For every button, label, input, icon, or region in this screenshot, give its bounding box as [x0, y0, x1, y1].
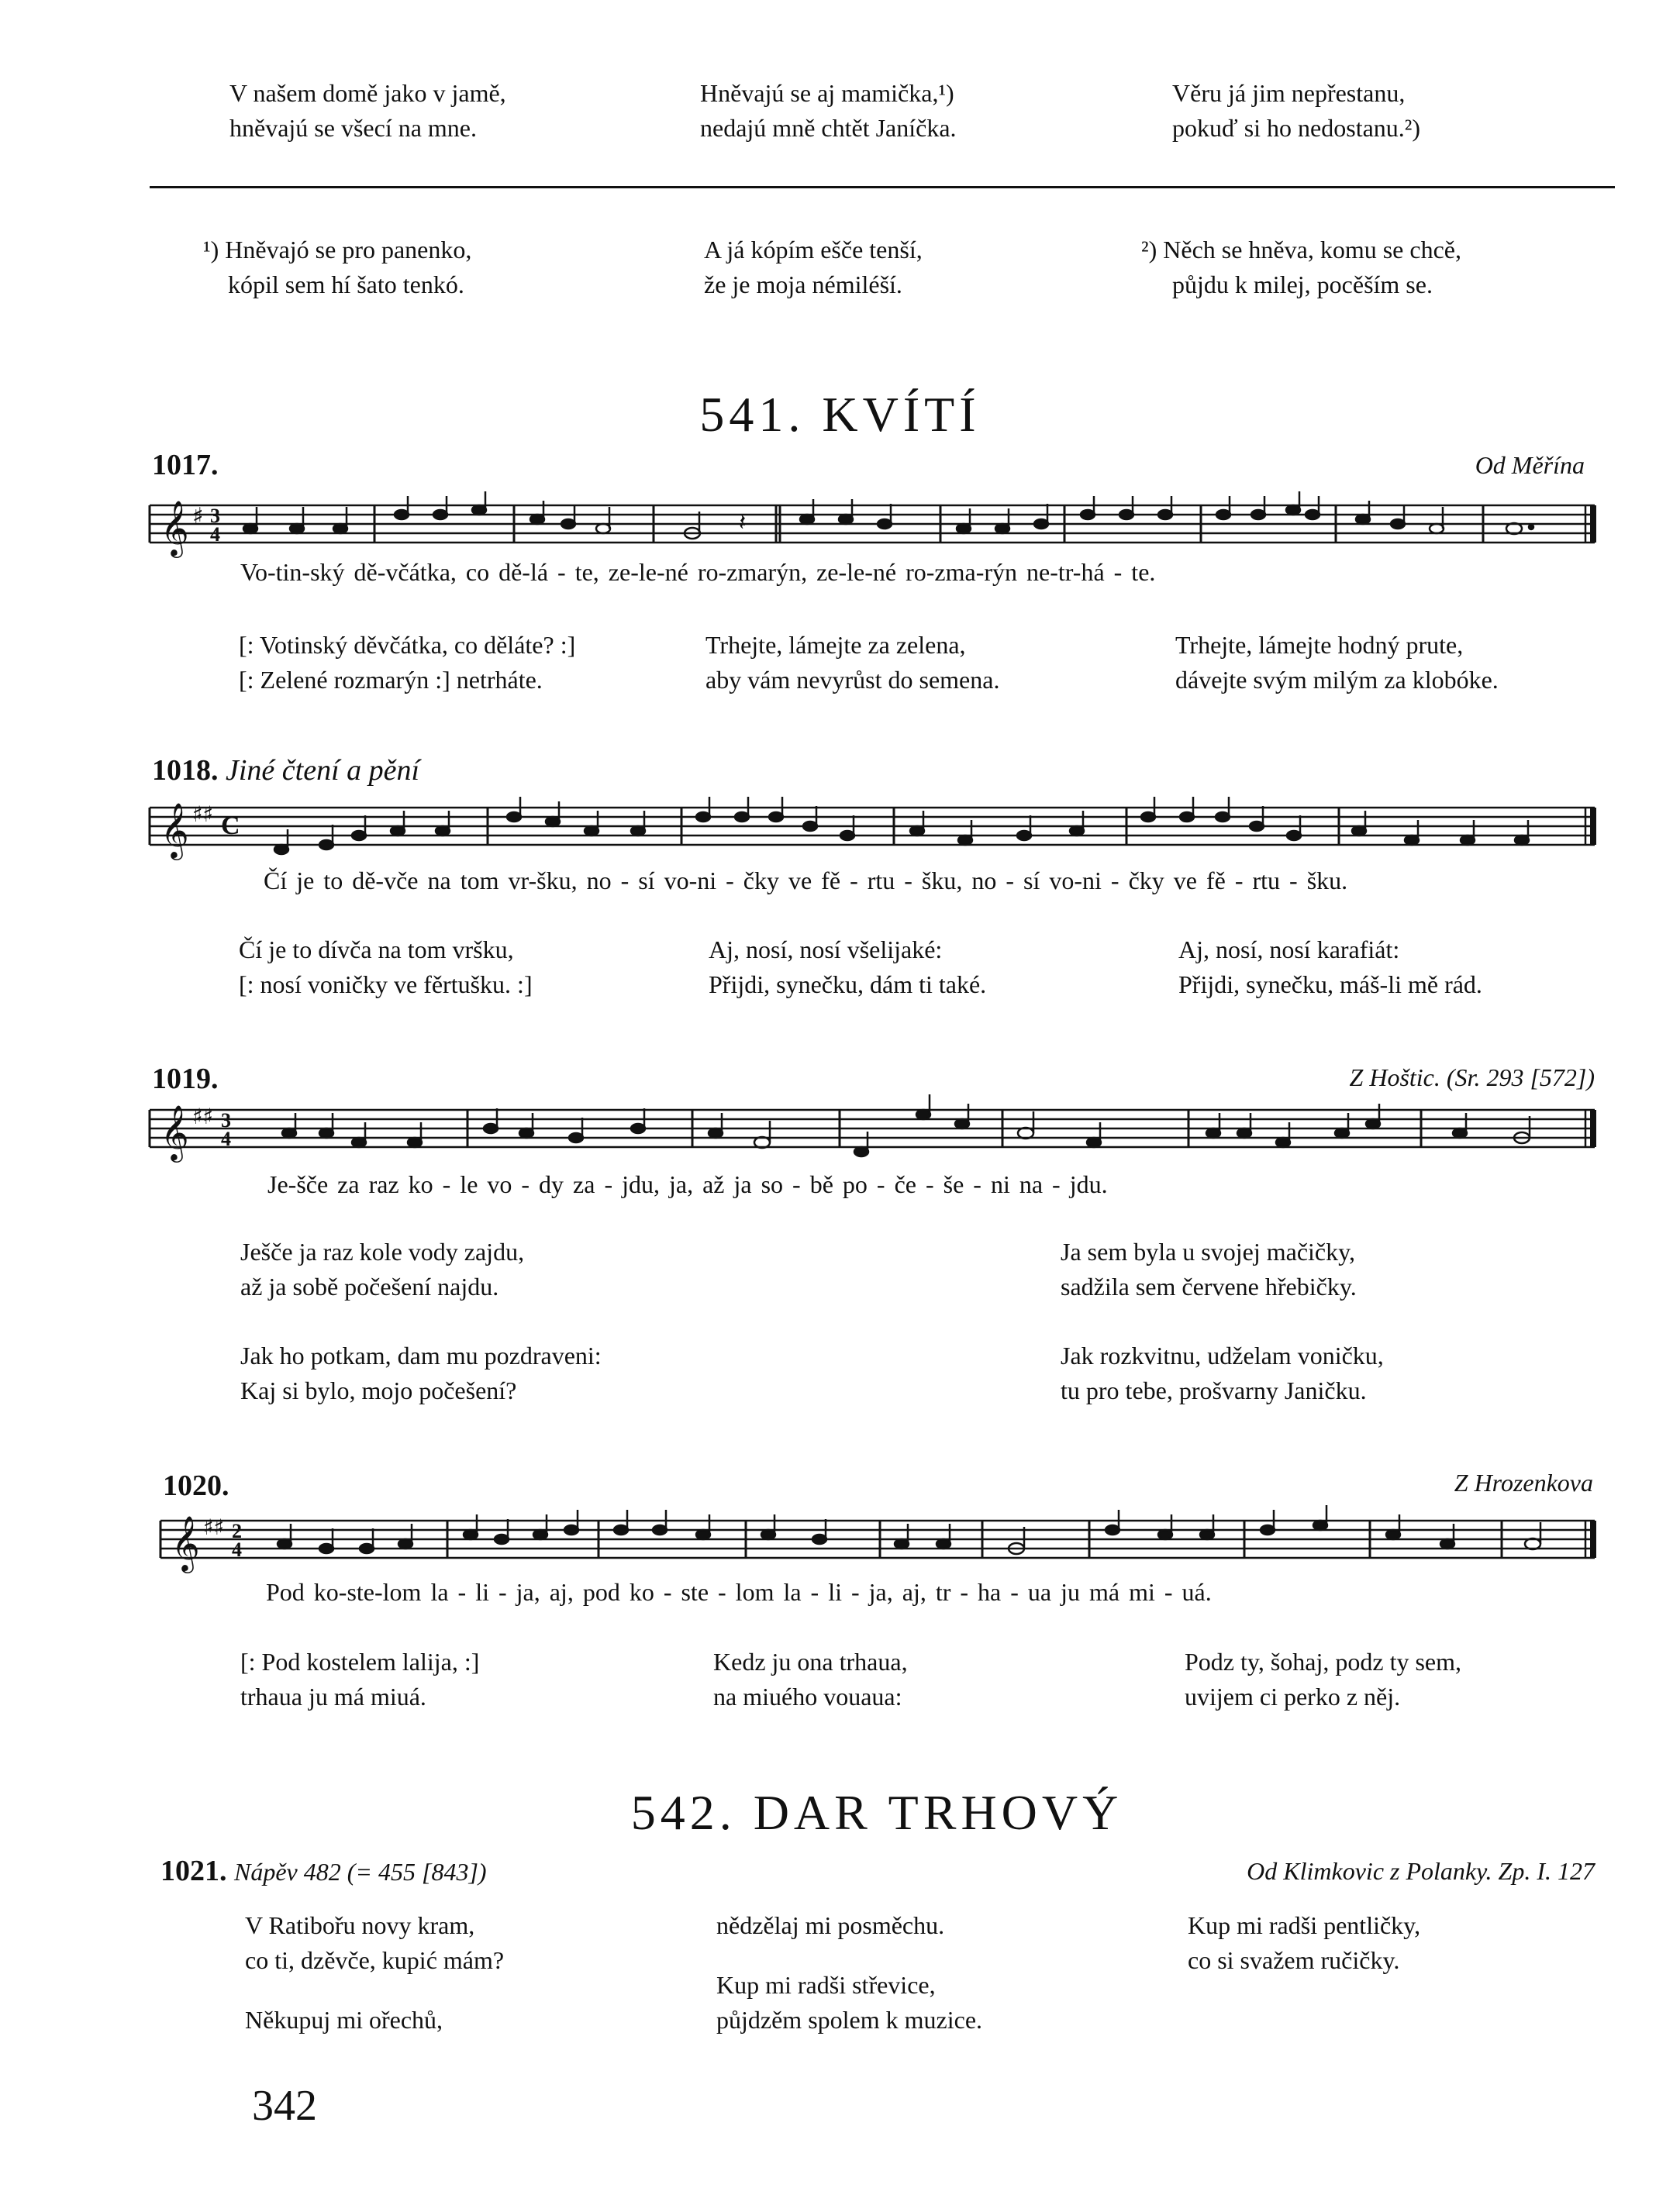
verse-line: dávejte svým milým za klobóke.: [1175, 666, 1499, 694]
verse-line: [: nosí voničky ve fěrtušku. :]: [239, 970, 533, 998]
treble-clef-icon: 𝄞: [160, 1104, 189, 1160]
verse-line: Aj, nosí, nosí všelijaké:: [709, 935, 943, 963]
verse-line: ²) Něch se hněva, komu se chcě,: [1141, 236, 1461, 264]
verse-1021-col-3: [1188, 1908, 1420, 1978]
verse-1020-3: [1185, 1645, 1461, 1714]
verse-line: V našem domě jako v jamě,: [229, 79, 506, 107]
verse-line: co ti, dzěvče, kupić mám?: [245, 1946, 505, 1974]
verse-line: [: Pod kostelem lalija, :]: [240, 1648, 480, 1676]
verse-1021-col-1: [245, 1908, 504, 2038]
sharp-icon: ♯♯: [192, 1104, 214, 1129]
verse-1019-4: [1061, 1339, 1384, 1408]
verse-line: sadžila sem červene hřebičky.: [1061, 1273, 1357, 1301]
svg-text:4: 4: [232, 1538, 242, 1561]
verse-line: Čí je to dívča na tom vršku,: [239, 935, 514, 963]
verse-line: Podz ty, šohaj, podz ty sem,: [1185, 1648, 1461, 1676]
verse-line: nědzělaj mi posměchu.: [716, 1911, 945, 1939]
verse-line: co si svažem ručičky.: [1188, 1946, 1400, 1974]
verse-line: [: Zelené rozmarýn :] netrháte.: [239, 666, 543, 694]
verse-line: že je moja némiléší.: [704, 270, 902, 298]
verse-line: uvijem ci perko z něj.: [1185, 1683, 1401, 1711]
song-number-1019: 1019.: [152, 1063, 219, 1095]
time-signature-icon: 3: [210, 505, 220, 527]
verse-line: pokuď si ho nedostanu.²): [1172, 114, 1421, 142]
verse-line: půjdzěm spolem k muzice.: [716, 2006, 983, 2034]
music-staff-1019: [150, 1101, 1599, 1163]
footnote-1: [203, 233, 471, 302]
sharp-icon: ♯: [192, 503, 204, 530]
song-source-1019: Z Hoštic. (Sr. 293 [572]): [1349, 1063, 1595, 1091]
footnote-2: [704, 233, 923, 302]
verse-line: hněvajú se všecí na mne.: [229, 114, 477, 142]
music-staff-1018: [150, 798, 1599, 860]
staff-lines: [150, 505, 1595, 543]
verse-1017-3: [1175, 628, 1499, 698]
verse-line: Kup mi radši střevice,: [716, 1971, 936, 1999]
verse-1018-3: [1178, 932, 1482, 1002]
verse-line: A já kópím ešče tenší,: [704, 236, 923, 264]
section-title-542: 542. DAR TRHOVÝ: [630, 1785, 1123, 1840]
svg-text:𝄽: 𝄽: [739, 509, 747, 536]
verse-1020-2: [713, 1645, 908, 1714]
footnote-divider: [150, 186, 1615, 188]
song-heading-1021: [160, 1854, 487, 1888]
verse-1019-1: [240, 1235, 524, 1304]
verse-line: Kedz ju ona trhaua,: [713, 1648, 908, 1676]
page-number: 342: [252, 2082, 317, 2130]
verse-line: trhaua ju má miuá.: [240, 1683, 426, 1711]
verse-line: [: Votinský děvčátka, co děláte? :]: [239, 631, 576, 659]
section-title-541: 541. KVÍTÍ: [699, 387, 981, 442]
song-number-1021: 1021.: [160, 1855, 227, 1887]
verse-1017-1: [239, 628, 575, 698]
top-verse-3: [1172, 76, 1420, 146]
treble-clef-icon: 𝄞: [160, 801, 189, 858]
staff-lines: [160, 1521, 1595, 1558]
footnote-3: [1141, 233, 1461, 302]
treble-clef-icon: 𝄞: [160, 499, 189, 556]
top-verse-1: [229, 76, 506, 146]
verse-line: Hněvajú se aj mamička,¹): [700, 79, 954, 107]
music-staff-1017: [150, 496, 1599, 556]
verse-line: Aj, nosí, nosí karafiát:: [1178, 935, 1400, 963]
verse-line: Jak rozkvitnu, udželam voničku,: [1061, 1342, 1384, 1370]
song-subtitle-1021: Nápěv 482 (= 455 [843]): [234, 1858, 487, 1886]
lyrics-1019: Je-šče za raz ko - le vo - dy za - jdu, ja, až ja so - bě po - če - še - ni na - jdu.: [267, 1170, 1108, 1198]
svg-text:4: 4: [210, 523, 220, 546]
time-signature-icon: 3: [221, 1109, 231, 1132]
verse-1018-2: [709, 932, 986, 1002]
verse-line: Někupuj mi ořechů,: [245, 2006, 443, 2034]
verse-line: kópil sem hí šato tenkó.: [228, 270, 464, 298]
verse-line: Ješče ja raz kole vody zajdu,: [240, 1238, 525, 1266]
svg-text:4: 4: [221, 1128, 231, 1150]
verse-1019-3: [240, 1339, 602, 1408]
staff-lines: [150, 808, 1595, 845]
time-signature-icon: C: [221, 811, 240, 840]
verse-line: Ja sem byla u svojej mačičky,: [1061, 1238, 1356, 1266]
song-source-1021: Od Klimkovic z Polanky. Zp. I. 127: [1247, 1857, 1595, 1885]
song-subtitle-1018: Jiné čtení a pění: [226, 754, 420, 787]
treble-clef-icon: 𝄞: [171, 1514, 200, 1571]
verse-line: tu pro tebe, prošvarny Janičku.: [1061, 1376, 1367, 1404]
lyrics-1017: Vo-tin-ský dě-včátka, co dě-lá - te, ze-le-né ro-zmarýn, ze-le-né ro-zma-rýn ne-tr-há - te.: [240, 558, 1156, 586]
top-verse-2: [700, 76, 957, 146]
verse-line: až ja sobě počešení najdu.: [240, 1273, 499, 1301]
song-heading-1018: [152, 753, 419, 787]
verse-line: na miuého vouaua:: [713, 1683, 902, 1711]
verse-1017-2: [705, 628, 999, 698]
verse-line: V Ratibořu novy kram,: [245, 1911, 475, 1939]
verse-1020-1: [240, 1645, 479, 1714]
verse-line: Věru já jim nepřestanu,: [1172, 79, 1406, 107]
song-number-1017: 1017.: [152, 449, 219, 481]
verse-line: Přijdi, synečku, máš-li mě rád.: [1178, 970, 1482, 998]
verse-1019-2: [1061, 1235, 1357, 1304]
verse-1021-col-2: [716, 1908, 982, 2038]
song-number-1018: 1018.: [152, 754, 219, 787]
lyrics-1018: Čí je to dě-vče na tom vr-šku, no - sí vo-ni - čky ve fě - rtu - šku, no - sí vo-ni - čky ve fě - rtu - šku.: [264, 867, 1348, 894]
verse-line: Přijdi, synečku, dám ti také.: [709, 970, 987, 998]
time-signature-icon: 2: [232, 1520, 242, 1542]
music-staff-1020: [160, 1511, 1599, 1573]
verse-line: Kup mi radši pentličky,: [1188, 1911, 1421, 1939]
verse-line: Jak ho potkam, dam mu pozdraveni:: [240, 1342, 602, 1370]
verse-line: půjdu k milej, pocěším se.: [1172, 270, 1433, 298]
song-source-1020: Z Hrozenkova: [1454, 1469, 1593, 1497]
verse-line: nedajú mně chtět Janíčka.: [700, 114, 957, 142]
verse-line: Trhejte, lámejte za zelena,: [705, 631, 966, 659]
song-number-1020: 1020.: [163, 1469, 229, 1502]
lyrics-1020: Pod ko-ste-lom la - li - ja, aj, pod ko - ste - lom la - li - ja, aj, tr - ha - ua ju má mi - uá.: [266, 1578, 1212, 1606]
verse-line: aby vám nevyrůst do semena.: [705, 666, 1000, 694]
verse-1018-1: [239, 932, 533, 1002]
song-source-1017: Od Měřína: [1475, 451, 1585, 479]
sharp-icon: ♯♯: [203, 1514, 225, 1540]
verse-line: Kaj si bylo, mojo počešení?: [240, 1376, 517, 1404]
verse-line: ¹) Hněvajó se pro panenko,: [203, 236, 472, 264]
verse-line: Trhejte, lámejte hodný prute,: [1175, 631, 1464, 659]
sharp-icon: ♯♯: [192, 801, 214, 827]
